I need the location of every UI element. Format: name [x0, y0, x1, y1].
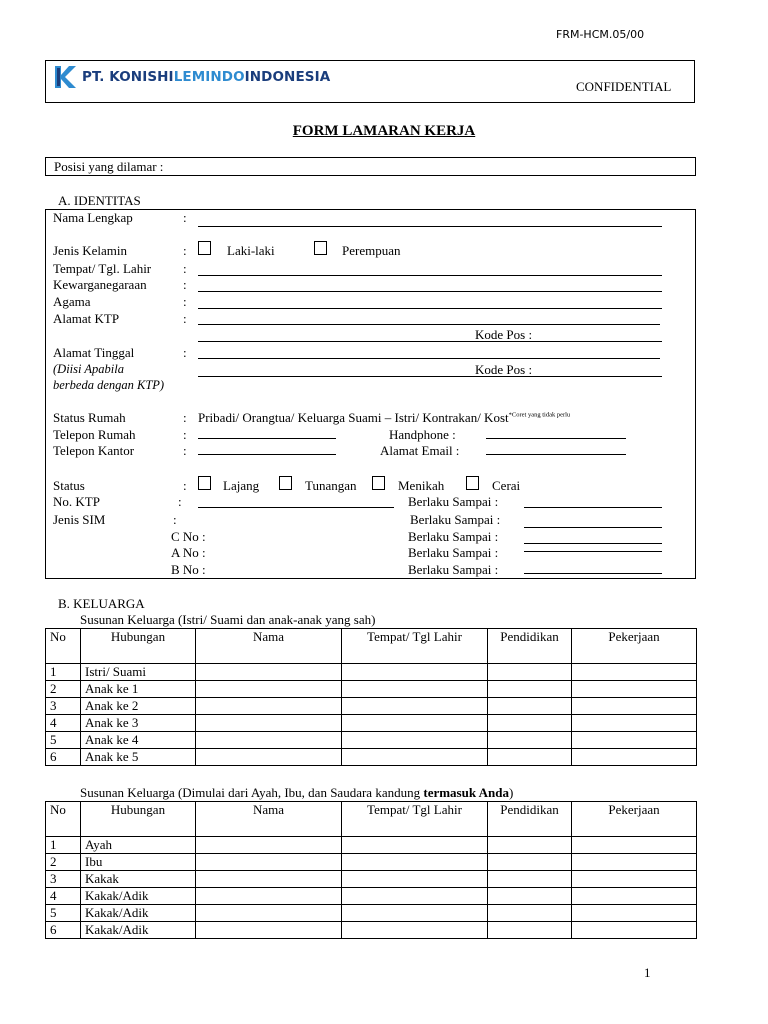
lajang-label: Lajang: [223, 478, 260, 493]
kode-pos-ktp-label: Kode Pos :: [475, 327, 533, 342]
row-nama-cell[interactable]: [196, 715, 342, 732]
row-pekerjaan-cell[interactable]: [572, 664, 697, 681]
row-pendidikan-cell[interactable]: [488, 698, 572, 715]
alamat-email-line[interactable]: [486, 454, 626, 455]
colon: :: [183, 243, 187, 258]
row-pendidikan-cell[interactable]: [488, 664, 572, 681]
sim-a-berlaku-label: Berlaku Sampai :: [408, 545, 499, 560]
row-no: 2: [46, 681, 81, 698]
row-nama-cell[interactable]: [196, 871, 342, 888]
sim-b-berlaku-line[interactable]: [524, 573, 662, 574]
section-b-heading: B. KELUARGA: [58, 596, 145, 611]
sim-c-berlaku-line[interactable]: [524, 543, 662, 544]
table-row: [46, 922, 697, 939]
status-rumah-options[interactable]: Pribadi/ Orangtua/ Keluarga Suami – Istri/ Kontrakan/ Kost$^{*Coret yang tidak perlu}$: [198, 410, 571, 425]
sim-a-label: A No :: [171, 545, 206, 560]
row-hubungan: Anak ke 4: [81, 732, 196, 749]
table-row: [46, 715, 697, 732]
row-pendidikan-cell[interactable]: [488, 837, 572, 854]
alamat-tinggal-label: Alamat Tinggal: [53, 345, 135, 360]
row-hubungan: Anak ke 1: [81, 681, 196, 698]
row-ttl-cell[interactable]: [342, 715, 488, 732]
status-label: Status: [53, 478, 85, 493]
row-nama-cell[interactable]: [196, 681, 342, 698]
table-header-row: [46, 802, 697, 837]
laki-label: Laki-laki: [227, 243, 275, 258]
company-logo: [52, 64, 330, 90]
row-no: 3: [46, 871, 81, 888]
kode-pos-ktp-line[interactable]: [198, 341, 662, 342]
ktp-berlaku-label: Berlaku Sampai :: [408, 494, 499, 509]
susunan-keluarga-1-label: Susunan Keluarga (Istri/ Suami dan anak-anak yang sah): [80, 612, 376, 627]
cerai-label: Cerai: [492, 478, 521, 493]
row-pekerjaan-cell[interactable]: [572, 888, 697, 905]
menikah-label: Menikah: [398, 478, 445, 493]
table-row: [46, 837, 697, 854]
colon: :: [183, 410, 187, 425]
colon: :: [173, 512, 177, 527]
row-nama-cell[interactable]: [196, 732, 342, 749]
row-pekerjaan-cell[interactable]: [572, 905, 697, 922]
diisi-note-2: berbeda dengan KTP): [53, 378, 165, 392]
table-row: [46, 664, 697, 681]
row-ttl-cell[interactable]: [342, 888, 488, 905]
row-ttl-cell[interactable]: [342, 922, 488, 939]
row-no: 2: [46, 854, 81, 871]
posisi-label: Posisi yang dilamar :: [54, 159, 164, 174]
handphone-line[interactable]: [486, 438, 626, 439]
telepon-kantor-label: Telepon Kantor: [53, 443, 135, 458]
company-name: PT. KONISHILEMINDOINDONESIA: [82, 69, 331, 85]
row-no: 1: [46, 664, 81, 681]
row-ttl-cell[interactable]: [342, 732, 488, 749]
kewarganegaraan-input-line[interactable]: [198, 291, 662, 292]
row-hubungan: Ibu: [81, 854, 196, 871]
perempuan-label: Perempuan: [342, 243, 401, 258]
coret-note: *Coret yang tidak perlu: [508, 411, 571, 419]
colon: :: [183, 311, 187, 326]
nama-input-line[interactable]: [198, 226, 662, 227]
lajang-checkbox[interactable]: [198, 476, 211, 490]
col-header: Pekerjaan: [572, 629, 697, 664]
row-no: 3: [46, 698, 81, 715]
row-hubungan: Istri/ Suami: [81, 664, 196, 681]
confidential-label: CONFIDENTIAL: [576, 79, 672, 94]
sim-b-berlaku-label: Berlaku Sampai :: [408, 562, 499, 577]
col-header: Nama: [196, 802, 342, 837]
row-ttl-cell[interactable]: [342, 664, 488, 681]
row-pekerjaan-cell[interactable]: [572, 715, 697, 732]
row-hubungan: Anak ke 3: [81, 715, 196, 732]
family-table-1: [45, 628, 697, 766]
susunan-keluarga-2-label: Susunan Keluarga (Dimulai dari Ayah, Ibu, dan Saudara kandung termasuk Anda): [80, 785, 514, 800]
diisi-note-1: (Diisi Apabila: [53, 362, 124, 376]
ktp-berlaku-line[interactable]: [524, 507, 662, 508]
colon: :: [178, 494, 182, 509]
kode-pos-tinggal-label: Kode Pos :: [475, 362, 533, 377]
row-pendidikan-cell[interactable]: [488, 715, 572, 732]
row-ttl-cell[interactable]: [342, 681, 488, 698]
alamat-email-label: Alamat Email :: [380, 443, 460, 458]
sim-berlaku-label: Berlaku Sampai :: [410, 512, 501, 527]
row-pekerjaan-cell[interactable]: [572, 732, 697, 749]
row-hubungan: Kakak/Adik: [81, 905, 196, 922]
row-ttl-cell[interactable]: [342, 871, 488, 888]
row-ttl-cell[interactable]: [342, 698, 488, 715]
row-pendidikan-cell[interactable]: [488, 871, 572, 888]
alamat-ktp-label: Alamat KTP: [53, 311, 120, 326]
row-no: 6: [46, 922, 81, 939]
col-header: Pekerjaan: [572, 802, 697, 837]
row-no: 5: [46, 732, 81, 749]
col-header: Pendidikan: [488, 802, 572, 837]
row-pendidikan-cell[interactable]: [488, 905, 572, 922]
page-title: FORM LAMARAN KERJA: [292, 123, 476, 139]
sim-b-label: B No :: [171, 562, 206, 577]
row-pekerjaan-cell[interactable]: [572, 922, 697, 939]
row-pekerjaan-cell[interactable]: [572, 854, 697, 871]
row-pendidikan-cell[interactable]: [488, 854, 572, 871]
jenis-sim-label: Jenis SIM: [53, 512, 106, 527]
nama-label: Nama Lengkap: [53, 210, 133, 225]
colon: :: [183, 443, 187, 458]
alamat-ktp-input-line[interactable]: [198, 324, 660, 325]
table-row: [46, 871, 697, 888]
col-header: Nama: [196, 629, 342, 664]
section-a-heading: A. IDENTITAS: [58, 193, 141, 208]
row-hubungan: Anak ke 5: [81, 749, 196, 766]
row-nama-cell[interactable]: [196, 698, 342, 715]
row-nama-cell[interactable]: [196, 749, 342, 766]
tunangan-label: Tunangan: [305, 478, 357, 493]
kewarganegaraan-label: Kewarganegaraan: [53, 277, 147, 292]
tunangan-checkbox[interactable]: [279, 476, 292, 490]
row-hubungan: Ayah: [81, 837, 196, 854]
colon: :: [183, 210, 187, 225]
handphone-label: Handphone :: [389, 427, 456, 442]
laki-checkbox[interactable]: [198, 241, 211, 255]
table-row: [46, 681, 697, 698]
col-header: No: [46, 802, 81, 837]
row-nama-cell[interactable]: [196, 905, 342, 922]
row-pekerjaan-cell[interactable]: [572, 681, 697, 698]
telepon-rumah-line[interactable]: [198, 438, 336, 439]
row-nama-cell[interactable]: [196, 664, 342, 681]
row-hubungan: Kakak/Adik: [81, 888, 196, 905]
row-nama-cell[interactable]: [196, 922, 342, 939]
row-ttl-cell[interactable]: [342, 905, 488, 922]
row-hubungan: Anak ke 2: [81, 698, 196, 715]
sim-c-label: C No :: [171, 529, 206, 544]
page-number: 1: [644, 965, 651, 980]
row-no: 4: [46, 888, 81, 905]
table-row: [46, 732, 697, 749]
kode-pos-tinggal-line[interactable]: [198, 376, 662, 377]
row-pendidikan-cell[interactable]: [488, 888, 572, 905]
col-header: Tempat/ Tgl Lahir: [342, 802, 488, 837]
row-nama-cell[interactable]: [196, 888, 342, 905]
row-no: 5: [46, 905, 81, 922]
col-header: Tempat/ Tgl Lahir: [342, 629, 488, 664]
row-pekerjaan-cell[interactable]: [572, 871, 697, 888]
colon: :: [183, 261, 187, 276]
ttl-label: Tempat/ Tgl. Lahir: [53, 261, 152, 276]
row-pendidikan-cell[interactable]: [488, 732, 572, 749]
col-header: Pendidikan: [488, 629, 572, 664]
row-ttl-cell[interactable]: [342, 837, 488, 854]
row-hubungan: Kakak/Adik: [81, 922, 196, 939]
col-header: No: [46, 629, 81, 664]
agama-input-line[interactable]: [198, 308, 662, 309]
row-pendidikan-cell[interactable]: [488, 749, 572, 766]
table-row: [46, 698, 697, 715]
row-pekerjaan-cell[interactable]: [572, 837, 697, 854]
form-code: FRM-HCM.05/00: [556, 28, 645, 41]
row-no: 6: [46, 749, 81, 766]
colon: :: [183, 427, 187, 442]
row-pekerjaan-cell[interactable]: [572, 698, 697, 715]
sim-a-berlaku-line[interactable]: [524, 551, 662, 552]
konishi-k-logo-icon: [52, 64, 78, 90]
cerai-checkbox[interactable]: [466, 476, 479, 490]
row-nama-cell[interactable]: [196, 837, 342, 854]
colon: :: [183, 478, 187, 493]
sim-berlaku-line[interactable]: [524, 527, 662, 528]
status-rumah-label: Status Rumah: [53, 410, 126, 425]
colon: :: [183, 277, 187, 292]
table-row: [46, 888, 697, 905]
menikah-checkbox[interactable]: [372, 476, 385, 490]
ttl-input-line[interactable]: [198, 275, 662, 276]
posisi-field[interactable]: [45, 157, 696, 176]
table-row: [46, 905, 697, 922]
row-pendidikan-cell[interactable]: [488, 681, 572, 698]
row-ttl-cell[interactable]: [342, 854, 488, 871]
table-row: [46, 854, 697, 871]
row-ttl-cell[interactable]: [342, 749, 488, 766]
row-no: 1: [46, 837, 81, 854]
sim-c-berlaku-label: Berlaku Sampai :: [408, 529, 499, 544]
col-header: Hubungan: [81, 629, 196, 664]
jenis-kelamin-label: Jenis Kelamin: [53, 243, 128, 258]
no-ktp-label: No. KTP: [53, 494, 100, 509]
table-header-row: [46, 629, 697, 664]
telepon-kantor-line[interactable]: [198, 454, 336, 455]
no-ktp-line[interactable]: [198, 507, 394, 508]
row-hubungan: Kakak: [81, 871, 196, 888]
agama-label: Agama: [53, 294, 91, 309]
colon: :: [183, 294, 187, 309]
table-row: [46, 749, 697, 766]
col-header: Hubungan: [81, 802, 196, 837]
alamat-tinggal-input-line[interactable]: [198, 358, 660, 359]
family-table-2: [45, 801, 697, 939]
perempuan-checkbox[interactable]: [314, 241, 327, 255]
telepon-rumah-label: Telepon Rumah: [53, 427, 136, 442]
row-pekerjaan-cell[interactable]: [572, 749, 697, 766]
row-nama-cell[interactable]: [196, 854, 342, 871]
row-no: 4: [46, 715, 81, 732]
colon: :: [183, 345, 187, 360]
row-pendidikan-cell[interactable]: [488, 922, 572, 939]
